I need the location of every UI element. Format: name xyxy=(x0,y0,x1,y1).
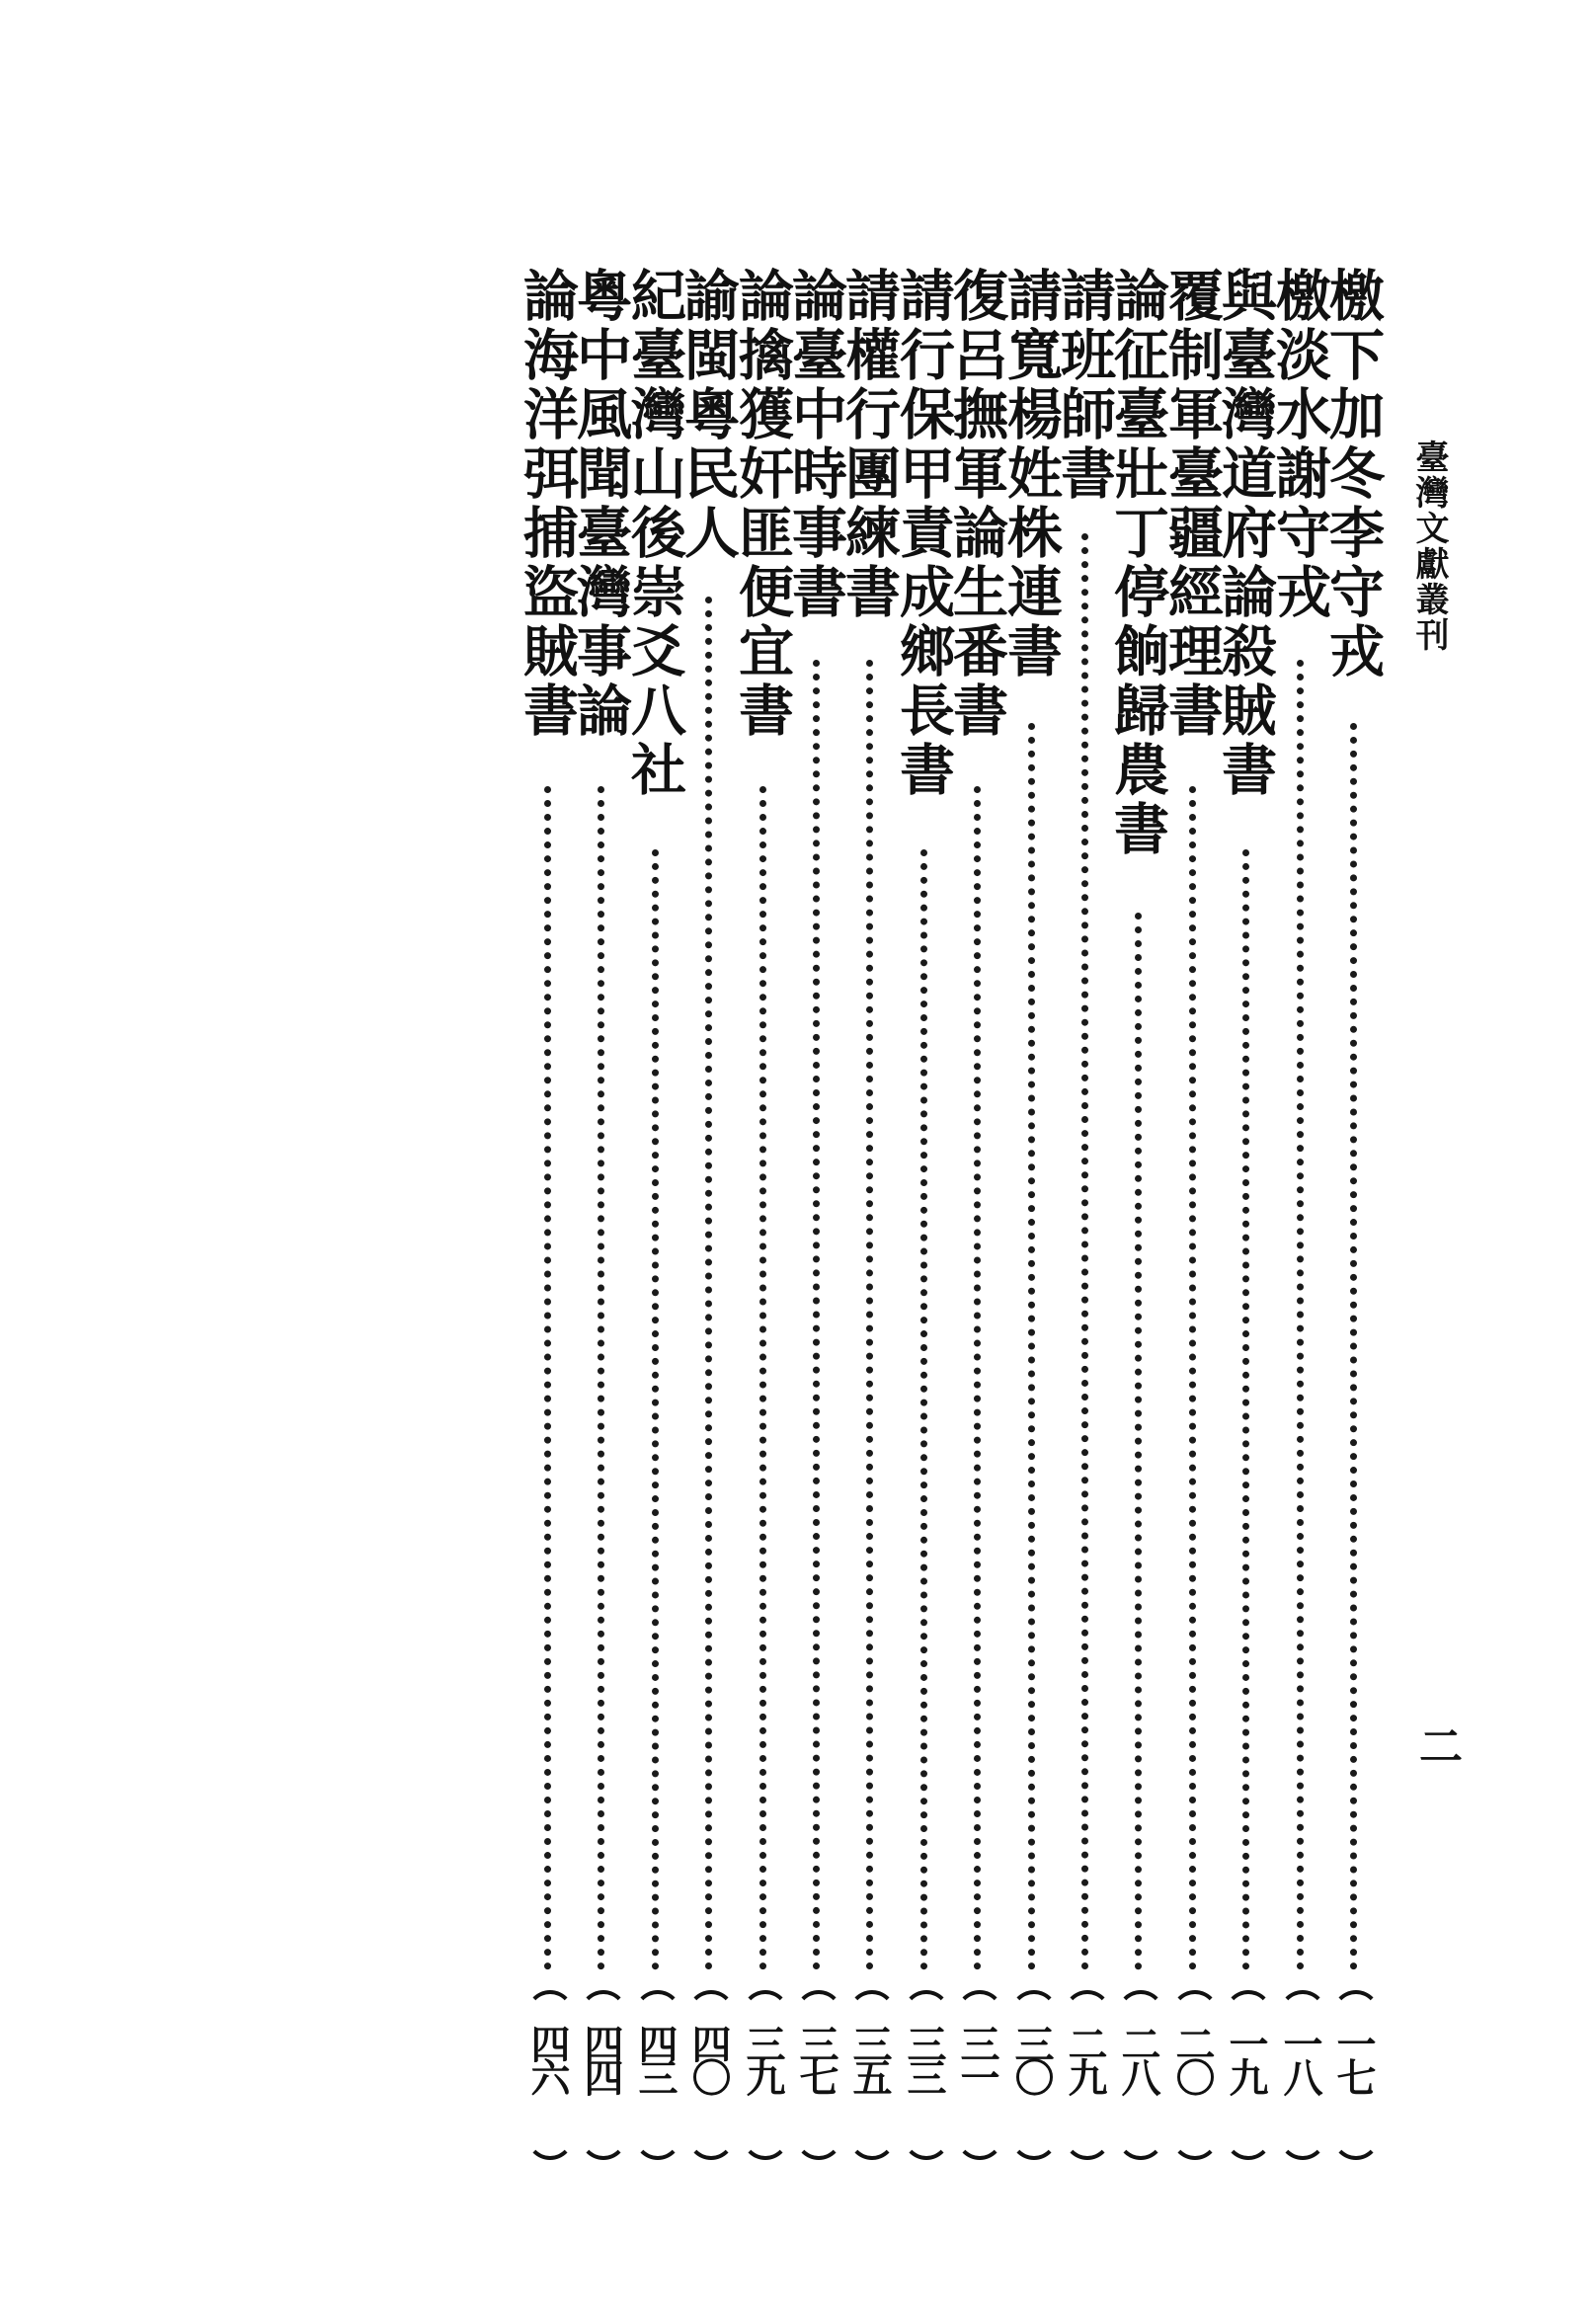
toc-page-number: 四四 xyxy=(578,2024,624,2091)
toc-entry-title: 論征臺壯丁停餉歸農書 xyxy=(1105,267,1170,859)
toc-entry-title: 諭閩粵民人 xyxy=(676,267,741,563)
dot-leader xyxy=(1242,849,1249,1970)
toc-page-ref xyxy=(1270,1990,1329,2160)
toc-page-ref xyxy=(518,1990,577,2160)
toc-page-ref xyxy=(947,1990,1006,2160)
dot-leader xyxy=(1081,533,1088,1970)
toc-entry-title: 請行保甲責成鄉長書 xyxy=(891,267,956,800)
open-paren xyxy=(902,1990,951,2016)
open-paren xyxy=(955,1990,1004,2016)
toc-page-ref xyxy=(1216,1990,1275,2160)
toc-page-number: 一八 xyxy=(1277,2024,1323,2091)
close-paren xyxy=(1224,2134,1273,2160)
toc-page-number: 四六 xyxy=(524,2024,571,2091)
close-paren xyxy=(1170,2134,1220,2160)
toc-page-ref xyxy=(894,1990,953,2160)
toc-entry-title: 論擒獲奸匪便宜書 xyxy=(730,267,795,741)
open-paren xyxy=(1009,1990,1059,2016)
toc-entry-title: 復呂撫軍論生番書 xyxy=(944,267,1009,741)
close-paren xyxy=(1116,2134,1165,2160)
close-paren xyxy=(1331,2134,1381,2160)
toc-page-ref xyxy=(786,1990,845,2160)
toc-page-number: 三七 xyxy=(793,2024,839,2091)
close-paren xyxy=(794,2134,843,2160)
toc-page-number: 二〇 xyxy=(1169,2024,1216,2091)
dot-leader xyxy=(759,786,766,1970)
toc-page-ref xyxy=(625,1990,684,2160)
dot-leader xyxy=(705,597,712,1970)
toc-page-number: 三三 xyxy=(901,2024,947,2091)
toc-entry-title: 檄淡水謝守戎 xyxy=(1267,267,1332,622)
toc-entry-title: 論臺中時事書 xyxy=(783,267,848,622)
toc-page-number: 三一 xyxy=(954,2024,1000,2091)
toc-page-ref xyxy=(839,1990,899,2160)
close-paren xyxy=(686,2134,736,2160)
toc-page-ref xyxy=(1001,1990,1061,2160)
open-paren xyxy=(1116,1990,1165,2016)
close-paren xyxy=(847,2134,897,2160)
toc-page-ref xyxy=(678,1990,738,2160)
close-paren xyxy=(633,2134,682,2160)
close-paren xyxy=(741,2134,790,2160)
toc-page-number: 四〇 xyxy=(685,2024,732,2091)
toc-entry-title: 請寬楊姓株連書 xyxy=(998,267,1064,681)
toc-entry-title: 覆制軍臺疆經理書 xyxy=(1159,267,1225,741)
toc-entry xyxy=(516,267,579,2163)
open-paren xyxy=(1224,1990,1273,2016)
dot-leader xyxy=(866,660,873,1970)
close-paren xyxy=(579,2134,628,2160)
toc-page-number: 二八 xyxy=(1115,2024,1161,2091)
close-paren xyxy=(525,2134,575,2160)
toc-page-number: 一七 xyxy=(1330,2024,1377,2091)
toc-page-number: 三五 xyxy=(846,2024,893,2091)
toc-entry-title: 粵中風聞臺灣事論 xyxy=(568,267,633,741)
dot-leader xyxy=(813,660,820,1970)
open-paren xyxy=(794,1990,843,2016)
dot-leader xyxy=(1028,723,1035,1970)
toc-entry-title: 請權行團練書 xyxy=(837,267,902,622)
open-paren xyxy=(686,1990,736,2016)
open-paren xyxy=(1278,1990,1327,2016)
toc-entry-title: 檄下加冬李守戎 xyxy=(1320,267,1386,681)
dot-leader xyxy=(544,786,551,1970)
toc-page-number: 三〇 xyxy=(1008,2024,1055,2091)
dot-leader xyxy=(1350,723,1357,1970)
dot-leader xyxy=(1189,786,1196,1970)
close-paren xyxy=(955,2134,1004,2160)
series-title: 臺灣文獻叢刊 xyxy=(1409,440,1449,653)
dot-leader xyxy=(652,849,659,1970)
toc-page-number: 三九 xyxy=(740,2024,786,2091)
toc-page-number: 二九 xyxy=(1062,2024,1108,2091)
toc-page-ref xyxy=(1108,1990,1167,2160)
toc-page-ref xyxy=(1162,1990,1222,2160)
toc-page-number: 一九 xyxy=(1223,2024,1269,2091)
toc-page-ref xyxy=(571,1990,630,2160)
close-paren xyxy=(1009,2134,1059,2160)
open-paren xyxy=(633,1990,682,2016)
dot-leader xyxy=(974,786,981,1970)
dot-leader xyxy=(598,786,604,1970)
toc-entry-title: 與臺灣道府論殺賊書 xyxy=(1213,267,1278,800)
close-paren xyxy=(1278,2134,1327,2160)
open-paren xyxy=(741,1990,790,2016)
toc-page-number: 四三 xyxy=(632,2024,678,2091)
open-paren xyxy=(847,1990,897,2016)
open-paren xyxy=(1331,1990,1381,2016)
open-paren xyxy=(525,1990,575,2016)
dot-leader xyxy=(1135,913,1142,1970)
open-paren xyxy=(1170,1990,1220,2016)
toc-entry-title: 請班師書 xyxy=(1052,267,1117,504)
page-number: 二 xyxy=(1411,1723,1462,1767)
toc-page-ref xyxy=(733,1990,792,2160)
open-paren xyxy=(579,1990,628,2016)
dot-leader xyxy=(1297,660,1304,1970)
toc-entry-title: 論海洋弭捕盜賊書 xyxy=(515,267,580,741)
close-paren xyxy=(1063,2134,1112,2160)
dot-leader xyxy=(920,849,927,1970)
toc-page-ref xyxy=(1323,1990,1383,2160)
open-paren xyxy=(1063,1990,1112,2016)
close-paren xyxy=(902,2134,951,2160)
toc-page-ref xyxy=(1055,1990,1114,2160)
toc-entry-title: 紀臺灣山後崇爻八社 xyxy=(622,267,687,800)
